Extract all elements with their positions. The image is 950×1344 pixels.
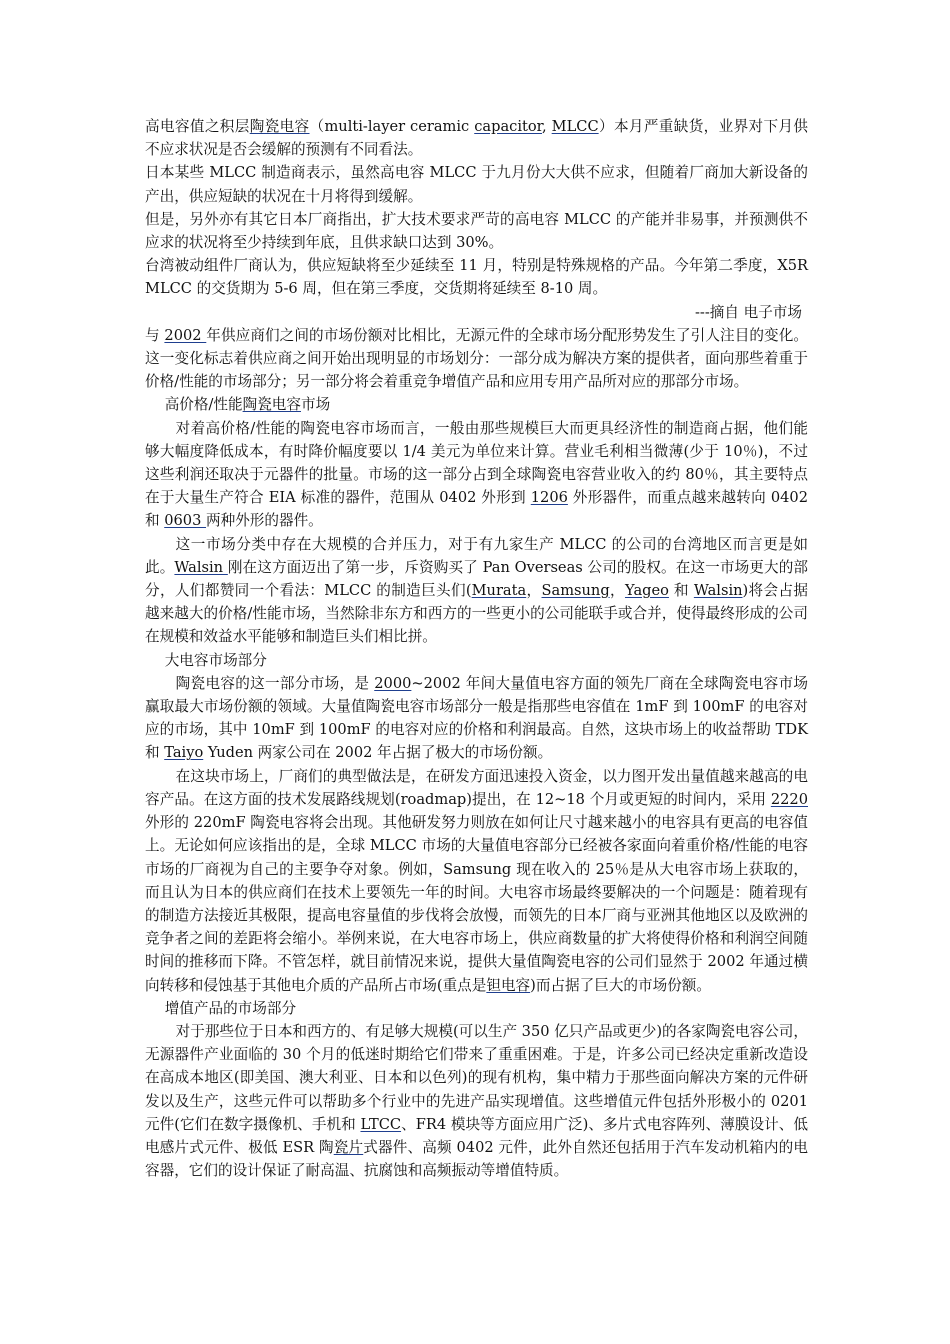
- text-run: 在这块市场上，厂商们的典型做法是，在研发方面迅速投入资金，以力图开发出量值越来越高的电容产品。在这方面的技术发展路线规划(roadmap)提出，在 12~18 个月或更短的时间内，采用: [145, 767, 808, 808]
- paragraph-10: [145, 1020, 808, 1182]
- paragraph-4: [145, 254, 808, 300]
- text-run: 陶瓷电容的这一部分市场，是: [175, 674, 375, 692]
- link-2002[interactable]: 2002: [164, 326, 207, 344]
- text-run: ,: [542, 118, 552, 135]
- text-run: 大电容市场部分: [164, 651, 267, 669]
- paragraph-5: [145, 324, 808, 394]
- text-run: ~2002 年间大量值电容方面的领先厂商在全球陶瓷电容市场赢取最大市场份额的领域。大量值陶瓷电容市场部分一般是指那些电容值在 1mF 到 100mF 的电容对应的市场，其中 10mF 到 100mF 的电容对应的价格和利润最高。自然，这块市场上的收益帮助 TDK 和: [145, 674, 809, 762]
- link-yageo[interactable]: Yageo: [624, 582, 669, 600]
- link-tantalum-capacitor[interactable]: 钽电容: [486, 976, 531, 994]
- link-mlcc[interactable]: MLCC: [551, 118, 599, 135]
- text-run: 市场: [300, 396, 331, 414]
- section-heading-price-performance: [145, 393, 808, 416]
- section-heading-value-added: [145, 997, 808, 1020]
- link-2000[interactable]: 2000: [374, 674, 412, 692]
- text-run: ---摘自 电子市场: [695, 303, 802, 321]
- paragraph-6: [145, 417, 808, 533]
- link-ceramic-capacitor[interactable]: 陶瓷电容: [242, 396, 301, 414]
- link-taiyo[interactable]: Taiyo: [164, 744, 204, 762]
- text-run: 、FR4 模块等方面应用广泛)、多片式电容阵列、薄膜设计、低电感片式元件、极低 ESR 陶: [145, 1115, 808, 1156]
- text-run: ）本月严重缺货，业界对下月供不应求状况是否会缓解的预测有不同看法。: [145, 118, 808, 159]
- text-run: 外形器件，而重点越来越转向 0402 和: [145, 489, 808, 530]
- section-heading-large-capacitor: [145, 649, 808, 672]
- link-2220[interactable]: 2220: [770, 790, 808, 808]
- link-ceramic-capacitor[interactable]: 陶瓷电容: [249, 118, 310, 135]
- paragraph-7: [145, 533, 808, 649]
- document-body: [145, 115, 808, 1182]
- link-ceramic-chip[interactable]: 瓷片: [333, 1138, 364, 1156]
- text-run: 外形的 220mF 陶瓷电容将会出现。其他研发努力则放在如何让尺寸越来越小的电容具有更高的电容值上。无论如何应该指出的是，全球 MLCC 市场的大量值电容部分已经被各家面向着重价格/性能的电容市场的厂商视为自己的主要争夺对象。例如，Samsung 现在收入的 25％是从大电容市场上获取的，而且认为日本的供应商们在技术上要领先一年的时间。大电容市场最终要解决的一个问题是：随着现有的制造方法接近其极限，提高电容量值的步伐将会放慢，而领先的日本厂商与亚洲其他地区以及欧洲的竞争者之间的差距将会缩小。举例来说，在大电容市场上，供应商数量的扩大将使得价格和利润空间随时间的推移而下降。不管怎样，就目前情况来说，提供大量值陶瓷电容的公司们显然于 2002 年通过横向转移和侵蚀基于其他电介质的产品所占市场(重点是: [145, 814, 808, 994]
- link-murata[interactable]: Murata: [471, 582, 527, 600]
- paragraph-9: [145, 765, 808, 997]
- paragraph-2: [145, 161, 808, 207]
- link-ltcc[interactable]: LTCC: [360, 1115, 402, 1133]
- link-walsin[interactable]: Walsin: [693, 582, 743, 600]
- paragraph-1: [145, 115, 808, 161]
- paragraph-8: [145, 672, 808, 765]
- text-run: 年供应商们之间的市场份额对比相比，无源元件的全球市场分配形势发生了引人注目的变化。这一变化标志着供应商之间开始出现明显的市场划分：一部分成为解决方案的提供者，面向那些着重于价格/性能的市场部分；另一部分将会着重竞争增值产品和应用专用产品所对应的那部分市场。: [145, 326, 809, 391]
- text-run: 但是，另外亦有其它日本厂商指出，扩大技术要求严苛的高电容 MLCC 的产能并非易事，并预测供不应求的状况将至少持续到年底，且供求缺口达到 30%。: [145, 210, 808, 252]
- text-run: ，: [609, 582, 625, 600]
- link-capacitor[interactable]: capacitor: [474, 118, 543, 135]
- link-0603[interactable]: 0603: [164, 512, 207, 530]
- text-run: 式器件、高频 0402 元件，此外自然还包括用于汽车发动机箱内的电容器，它们的设计保证了耐高温、抗腐蚀和高频振动等增值特质。: [145, 1138, 808, 1180]
- link-walsin[interactable]: Walsin: [174, 558, 228, 576]
- text-run: 刚在这方面迈出了第一步，斥资购买了 Pan Overseas 公司的股权。在这一市场更大的部分，人们都赞同一个看法：MLCC 的制造巨头们(: [145, 558, 808, 600]
- text-run: 台湾被动组件厂商认为，供应短缺将至少延续至 11 月，特别是特殊规格的产品。今年第二季度，X5R MLCC 的交货期为 5-6 周，但在第三季度，交货期将延续至 8-10 周。: [145, 257, 808, 298]
- text-run: 对着高价格/性能的陶瓷电容市场而言，一般由那些规模巨大而更具经济性的制造商占据，他们能够大幅度降低成本，有时降价幅度要以 1/4 美元为单位来计算。营业毛利相当微薄(少于 10％)，不过这些利润还取决于元器件的批量。市场的这一部分占到全球陶瓷电容营业收入的约 80％，其主要特点在于大量生产符合 EIA 标准的器件，范围从 0402 外形到: [145, 419, 808, 507]
- text-run: 与: [145, 326, 165, 344]
- link-1206[interactable]: 1206: [530, 489, 568, 507]
- text-run: 两种外形的器件。: [206, 512, 323, 530]
- link-samsung[interactable]: Samsung: [541, 582, 610, 600]
- text-run: 增值产品的市场部分: [164, 999, 297, 1017]
- text-run: 这一市场分类中存在大规模的合并压力，对于有九家生产 MLCC 的公司的台湾地区而言更是如此。: [145, 535, 808, 576]
- text-run: 高价格/性能: [164, 396, 243, 414]
- source-attribution: [145, 301, 808, 324]
- text-run: )将会占据越来越大的价格/性能市场，当然除非东方和西方的一些更小的公司能联手或合并，使得最终形成的公司在规模和效益水平能够和制造巨头们相比拼。: [145, 582, 808, 646]
- text-run: 日本某些 MLCC 制造商表示，虽然高电容 MLCC 于九月份大大供不应求，但随着厂商加大新设备的产出，供应短缺的状况在十月将得到缓解。: [145, 164, 808, 205]
- paragraph-3: [145, 208, 808, 254]
- text-run: )而占据了巨大的市场份额。: [530, 976, 711, 994]
- text-run: 高电容值之积层: [145, 118, 250, 135]
- text-run: 和: [668, 582, 694, 600]
- text-run: （multi-layer ceramic: [309, 118, 475, 135]
- text-run: ，: [526, 582, 542, 600]
- text-run: Yuden 两家公司在 2002 年占据了极大的市场份额。: [203, 744, 553, 762]
- text-run: 对于那些位于日本和西方的、有足够大规模(可以生产 350 亿只产品或更少)的各家陶瓷电容公司，无源器件产业面临的 30 个月的低迷时期给它们带来了重重困难。于是，许多公司已经决定重新改造设在高成本地区(即美国、澳大利亚、日本和以色列)的现有机构，集中精力于那些面向解决方案的元件研发以及生产，这些元件可以帮助多个行业中的先进产品实现增值。这些增值元件包括外形极小的 0201 元件(它们在数字摄像机、手机和: [145, 1022, 808, 1133]
